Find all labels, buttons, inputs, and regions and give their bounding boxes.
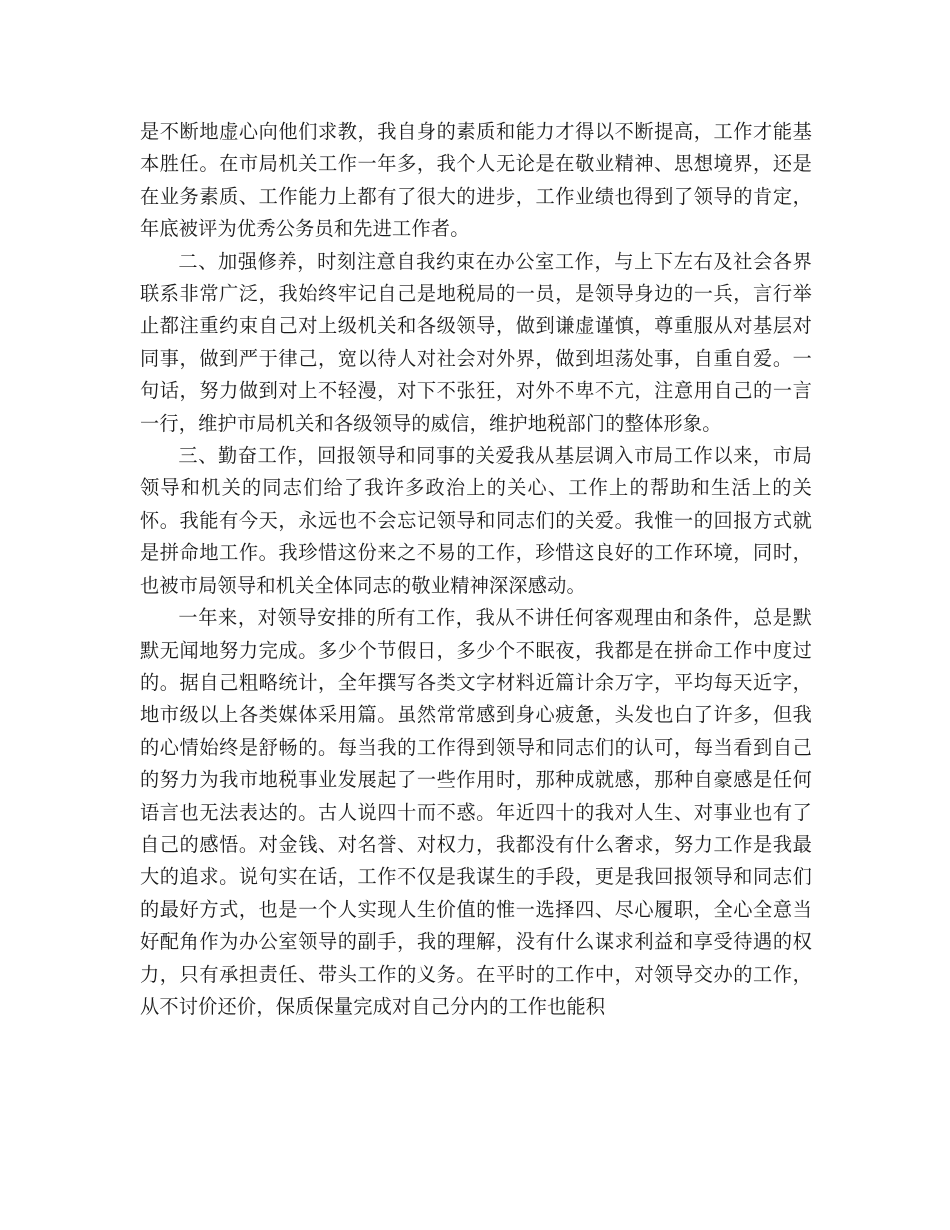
document-body <box>140 116 812 1023</box>
paragraph-1: 是不断地虚心向他们求教，我自身的素质和能力才得以不断提高，工作才能基本胜任。在市局机关工作一年多，我个人无论是在敬业精神、思想境界，还是在业务素质、工作能力上都有了很大的进步，工作业绩也得到了领导的肯定，年底被评为优秀公务员和先进工作者。 <box>140 120 812 241</box>
paragraph-3: 三、勤奋工作，回报领导和同事的关爱我从基层调入市局工作以来，市局领导和机关的同志们给了我许多政治上的关心、工作上的帮助和生活上的关怀。我能有今天，永远也不会忘记领导和同志们的关爱。我惟一的回报方式就是拼命地工作。我珍惜这份来之不易的工作，珍惜这良好的工作环境，同时，也被市局领导和机关全体同志的敬业精神深深感动。 <box>140 444 812 597</box>
paragraph-2: 二、加强修养，时刻注意自我约束在办公室工作，与上下左右及社会各界联系非常广泛，我始终牢记自己是地税局的一员，是领导身边的一兵，言行举止都注重约束自己对上级机关和各级领导，做到谦虚谨慎，尊重服从对基层对同事，做到严于律己，宽以待人对社会对外界，做到坦荡处事，自重自爱。一句话，努力做到对上不轻漫，对下不张狂，对外不卑不亢，注意用自己的一言一行，维护市局机关和各级领导的威信，维护地税部门的整体形象。 <box>140 249 812 435</box>
paragraph-4: 一年来，对领导安排的所有工作，我从不讲任何客观理由和条件，总是默默无闻地努力完成。多少个节假日，多少个不眠夜，我都是在拼命工作中度过的。据自己粗略统计，全年撰写各类文字材料近篇计余万字，平均每天近字，地市级以上各类媒体采用篇。虽然常常感到身心疲惫，头发也白了许多，但我的心情始终是舒畅的。每当我的工作得到领导和同志们的认可，每当看到自己的努力为我市地税事业发展起了一些作用时，那种成就感，那种自豪感是任何语言也无法表达的。古人说四十而不惑。年近四十的我对人生、对事业也有了自己的感悟。对金钱、对名誉、对权力，我都没有什么奢求，努力工作是我最大的追求。说句实在话，工作不仅是我谋生的手段，更是我回报领导和同志们的最好方式，也是一个人实现人生价值的惟一选择四、尽心履职，全心全意当好配角作为办公室领导的副手，我的理解，没有什么谋求利益和享受待遇的权力，只有承担责任、带头工作的义务。在平时的工作中，对领导交办的工作，从不讨价还价，保质保量完成对自己分内的工作也能积 <box>140 606 812 1018</box>
